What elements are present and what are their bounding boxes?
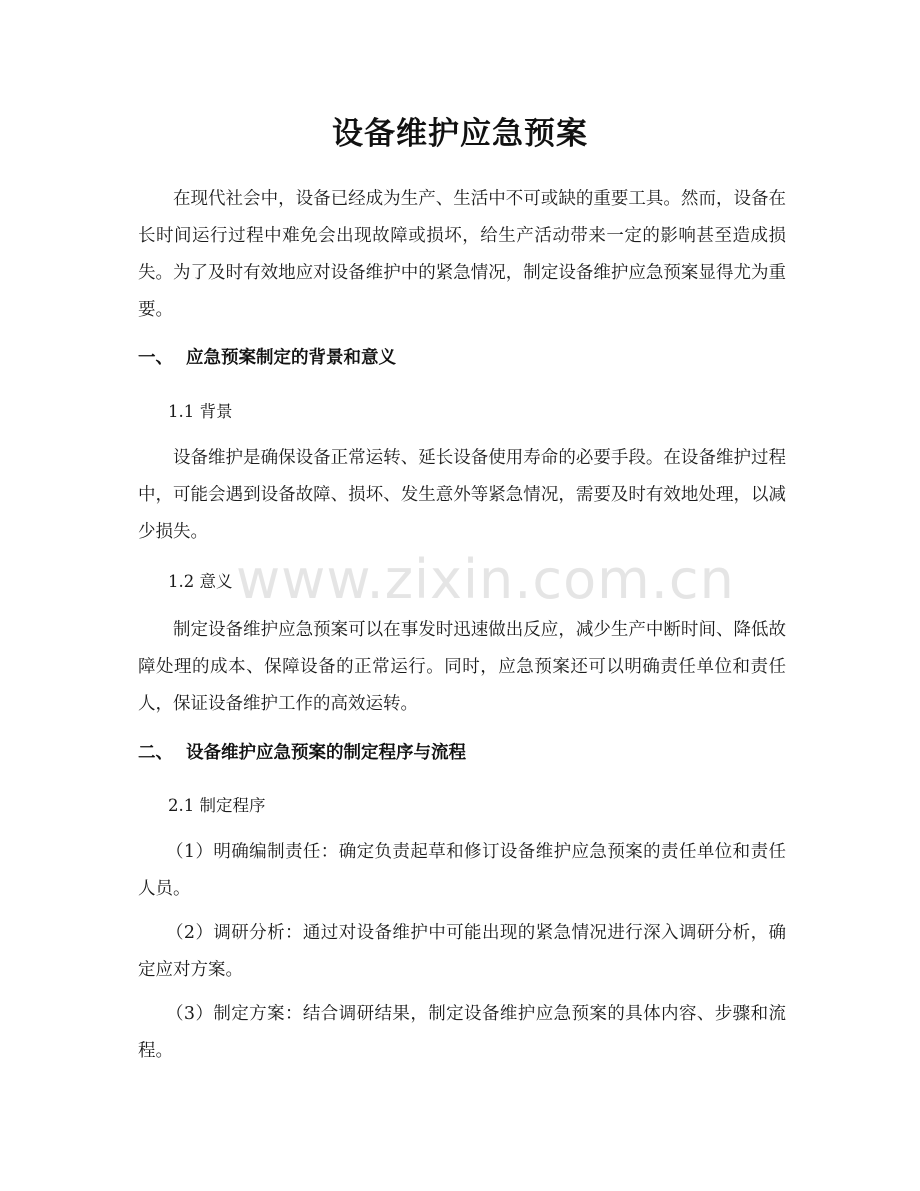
procedure-item-2: （2）调研分析：通过对设备维护中可能出现的紧急情况进行深入调研分析，确定应对方案。 — [138, 923, 786, 980]
watermark-text: www.zixin.com.cn — [236, 548, 735, 611]
subsection-1-1-paragraph: 设备维护是确保设备正常运转、延长设备使用寿命的必要手段。在设备维护过程中，可能会遇到设备故障、损坏、发生意外等紧急情况，需要及时有效地处理，以减少损失。 — [138, 448, 786, 542]
section-2-number: 二、 — [138, 743, 173, 763]
section-1-heading — [138, 344, 396, 369]
section-1-title: 应急预案制定的背景和意义 — [186, 348, 396, 368]
procedure-item-1: （1）明确编制责任：确定负责起草和修订设备维护应急预案的责任单位和责任人员。 — [138, 842, 786, 899]
subsection-1-1-heading: 1.1 背景 — [168, 402, 233, 421]
section-2-heading — [138, 739, 466, 764]
intro-paragraph: 在现代社会中，设备已经成为生产、生活中不可或缺的重要工具。然而，设备在长时间运行过程中难免会出现故障或损坏，给生产活动带来一定的影响甚至造成损失。为了及时有效地应对设备维护中的紧急情况，制定设备维护应急预案显得尤为重要。 — [138, 189, 786, 320]
section-1-number: 一、 — [138, 348, 173, 368]
procedure-item-3: （3）制定方案：结合调研结果，制定设备维护应急预案的具体内容、步骤和流程。 — [138, 1004, 786, 1061]
section-2-title: 设备维护应急预案的制定程序与流程 — [186, 743, 466, 763]
subsection-1-2-heading: 1.2 意义 — [168, 572, 233, 591]
document-title: 设备维护应急预案 — [332, 116, 588, 152]
subsection-1-2-paragraph: 制定设备维护应急预案可以在事发时迅速做出反应，减少生产中断时间、降低故障处理的成本、保障设备的正常运行。同时，应急预案还可以明确责任单位和责任人，保证设备维护工作的高效运转。 — [138, 620, 786, 714]
subsection-2-1-heading: 2.1 制定程序 — [168, 796, 266, 815]
